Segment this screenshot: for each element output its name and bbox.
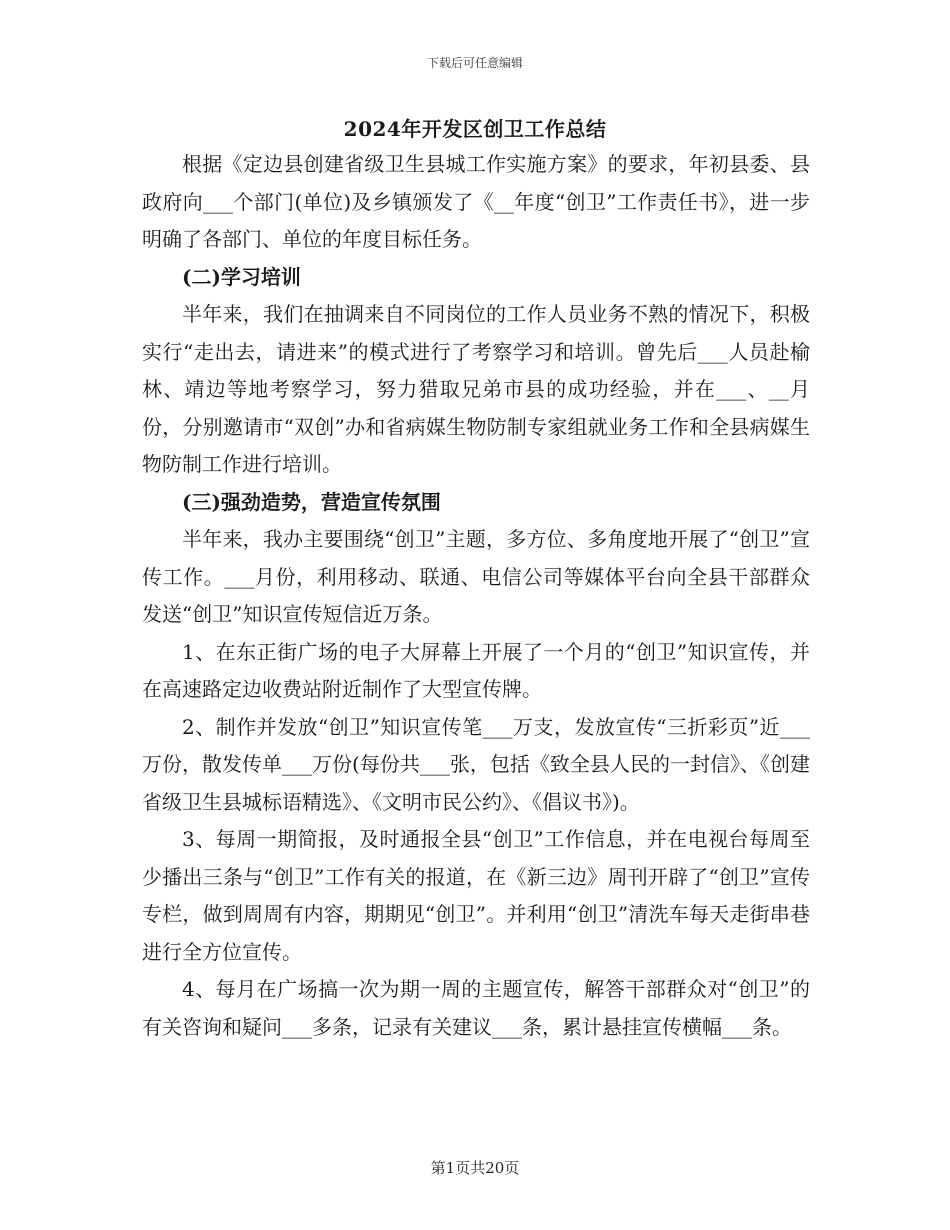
page-header: 下载后可任意编辑 [426,56,523,70]
section-heading-study-training: (二)学习培训 [182,264,301,289]
paragraph-item-1: 1、在东正街广场的电子大屏幕上开展了一个月的“创卫”知识宣传，并在高速路定边收费站附近制作了大型宣传牌。 [142,639,810,701]
paragraph-publicity-overview: 半年来，我办主要围绕“创卫”主题，多方位、多角度地开展了“创卫”宣传工作。___月份，利用移动、联通、电信公司等媒体平台向全县干部群众发送“创卫”知识宣传短信近万条。 [142,527,810,626]
document-title: 2024年开发区创卫工作总结 [343,117,607,141]
paragraph-item-3: 3、每周一期简报，及时通报全县“创卫”工作信息，并在电视台每周至少播出三条与“创卫”工作有关的报道，在《新三边》周刊开辟了“创卫”宣传专栏，做到周周有内容，期期见“创卫”。并利用“创卫”清洗车每天走街串巷进行全方位宣传。 [142,827,810,964]
page-footer: 第1页共20页 [430,1159,520,1177]
paragraph-item-2: 2、制作并发放“创卫”知识宣传笔___万支，发放宣传“三折彩页”近___万份，散发传单___万份(每份共___张，包括《致全县人民的一封信》、《创建省级卫生县城标语精选》、《文明市民公约》、《倡议书》)。 [142,714,810,814]
section-heading-publicity: (三)强劲造势，营造宣传氛围 [182,489,441,514]
paragraph-study-training: 半年来，我们在抽调来自不同岗位的工作人员业务不熟的情况下，积极实行“走出去，请进来”的模式进行了考察学习和培训。曾先后___人员赴榆林、靖边等地考察学习，努力猎取兄弟市县的成功经验，并在___、__月份，分别邀请市“双创”办和省病媒生物防制专家组就业务工作和全县病媒生物防制工作进行培训。 [142,302,810,476]
paragraph-item-4: 4、每月在广场搞一次为期一周的主题宣传，解答干部群众对“创卫”的有关咨询和疑问___多条，记录有关建议___条，累计悬挂宣传横幅___条。 [142,977,810,1039]
paragraph-intro: 根据《定边县创建省级卫生县城工作实施方案》的要求，年初县委、县政府向___个部门(单位)及乡镇颁发了《__年度“创卫”工作责任书》，进一步明确了各部门、单位的年度目标任务。 [142,152,810,251]
document-body [142,146,810,1046]
